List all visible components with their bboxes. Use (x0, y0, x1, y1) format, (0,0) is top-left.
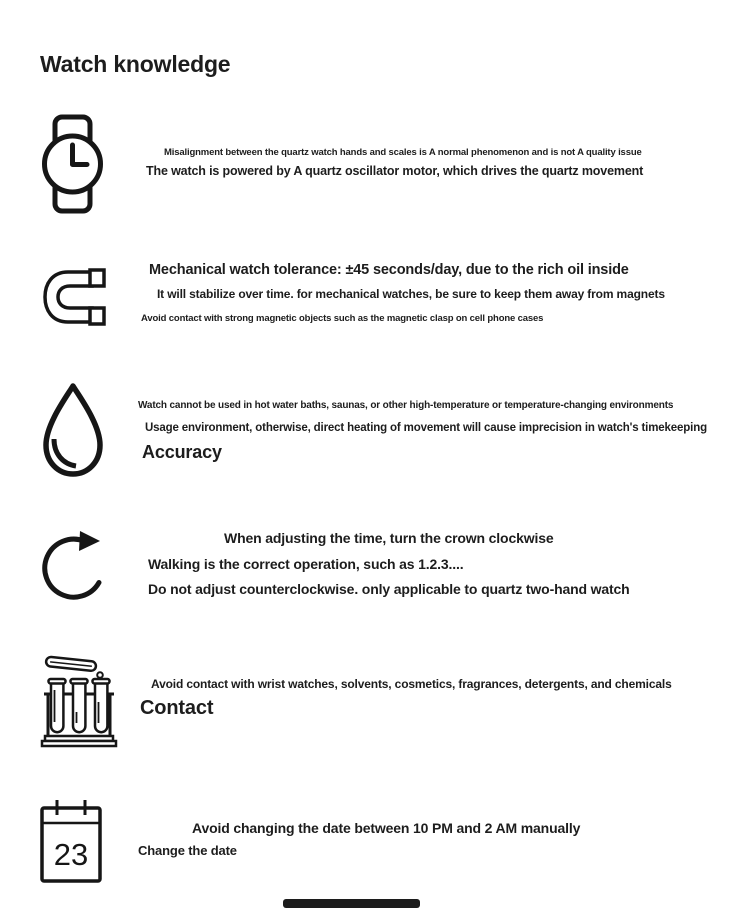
section-text: Walking is the correct operation, such as 1.2.3.... (148, 556, 464, 572)
water-drop-icon (40, 381, 106, 479)
magnet-icon (42, 268, 107, 326)
section-heading: Accuracy (142, 442, 222, 462)
clockwise-arrow-icon (42, 528, 108, 608)
section-note: Watch cannot be used in hot water baths, saunas, or other high-temperature or temperature-changing environments (138, 400, 674, 411)
section-note: Misalignment between the quartz watch hands and scales is A normal phenomenon and is not A quality issue (164, 147, 642, 158)
section-text: Avoid contact with wrist watches, solvents, cosmetics, fragrances, detergents, and chemicals (151, 677, 672, 691)
section-text: Do not adjust counterclockwise. only applicable to quartz two-hand watch (148, 581, 630, 597)
calendar-day: 23 (53, 837, 89, 872)
section-heading: When adjusting the time, turn the crown clockwise (224, 530, 554, 546)
section-note: Avoid contact with strong magnetic objects such as the magnetic clasp on cell phone cases (141, 313, 544, 324)
section-heading: Contact (140, 697, 214, 719)
test-tubes-icon (40, 650, 118, 748)
wristwatch-icon (40, 113, 105, 215)
calendar-icon (39, 796, 103, 885)
section-text: Usage environment, otherwise, direct heating of movement will cause imprecision in watch's timekeeping (145, 422, 707, 434)
section-heading: Mechanical watch tolerance: ±45 seconds/day, due to the rich oil inside (149, 262, 629, 278)
home-indicator-bar (283, 899, 420, 908)
page-title: Watch knowledge (40, 51, 231, 78)
section-text: The watch is powered by A quartz oscillator motor, which drives the quartz movement (146, 164, 644, 178)
section-heading: Avoid changing the date between 10 PM and 2 AM manually (192, 820, 581, 836)
section-text: Change the date (138, 843, 237, 858)
section-text: It will stabilize over time. for mechanical watches, be sure to keep them away from magnets (157, 287, 665, 301)
